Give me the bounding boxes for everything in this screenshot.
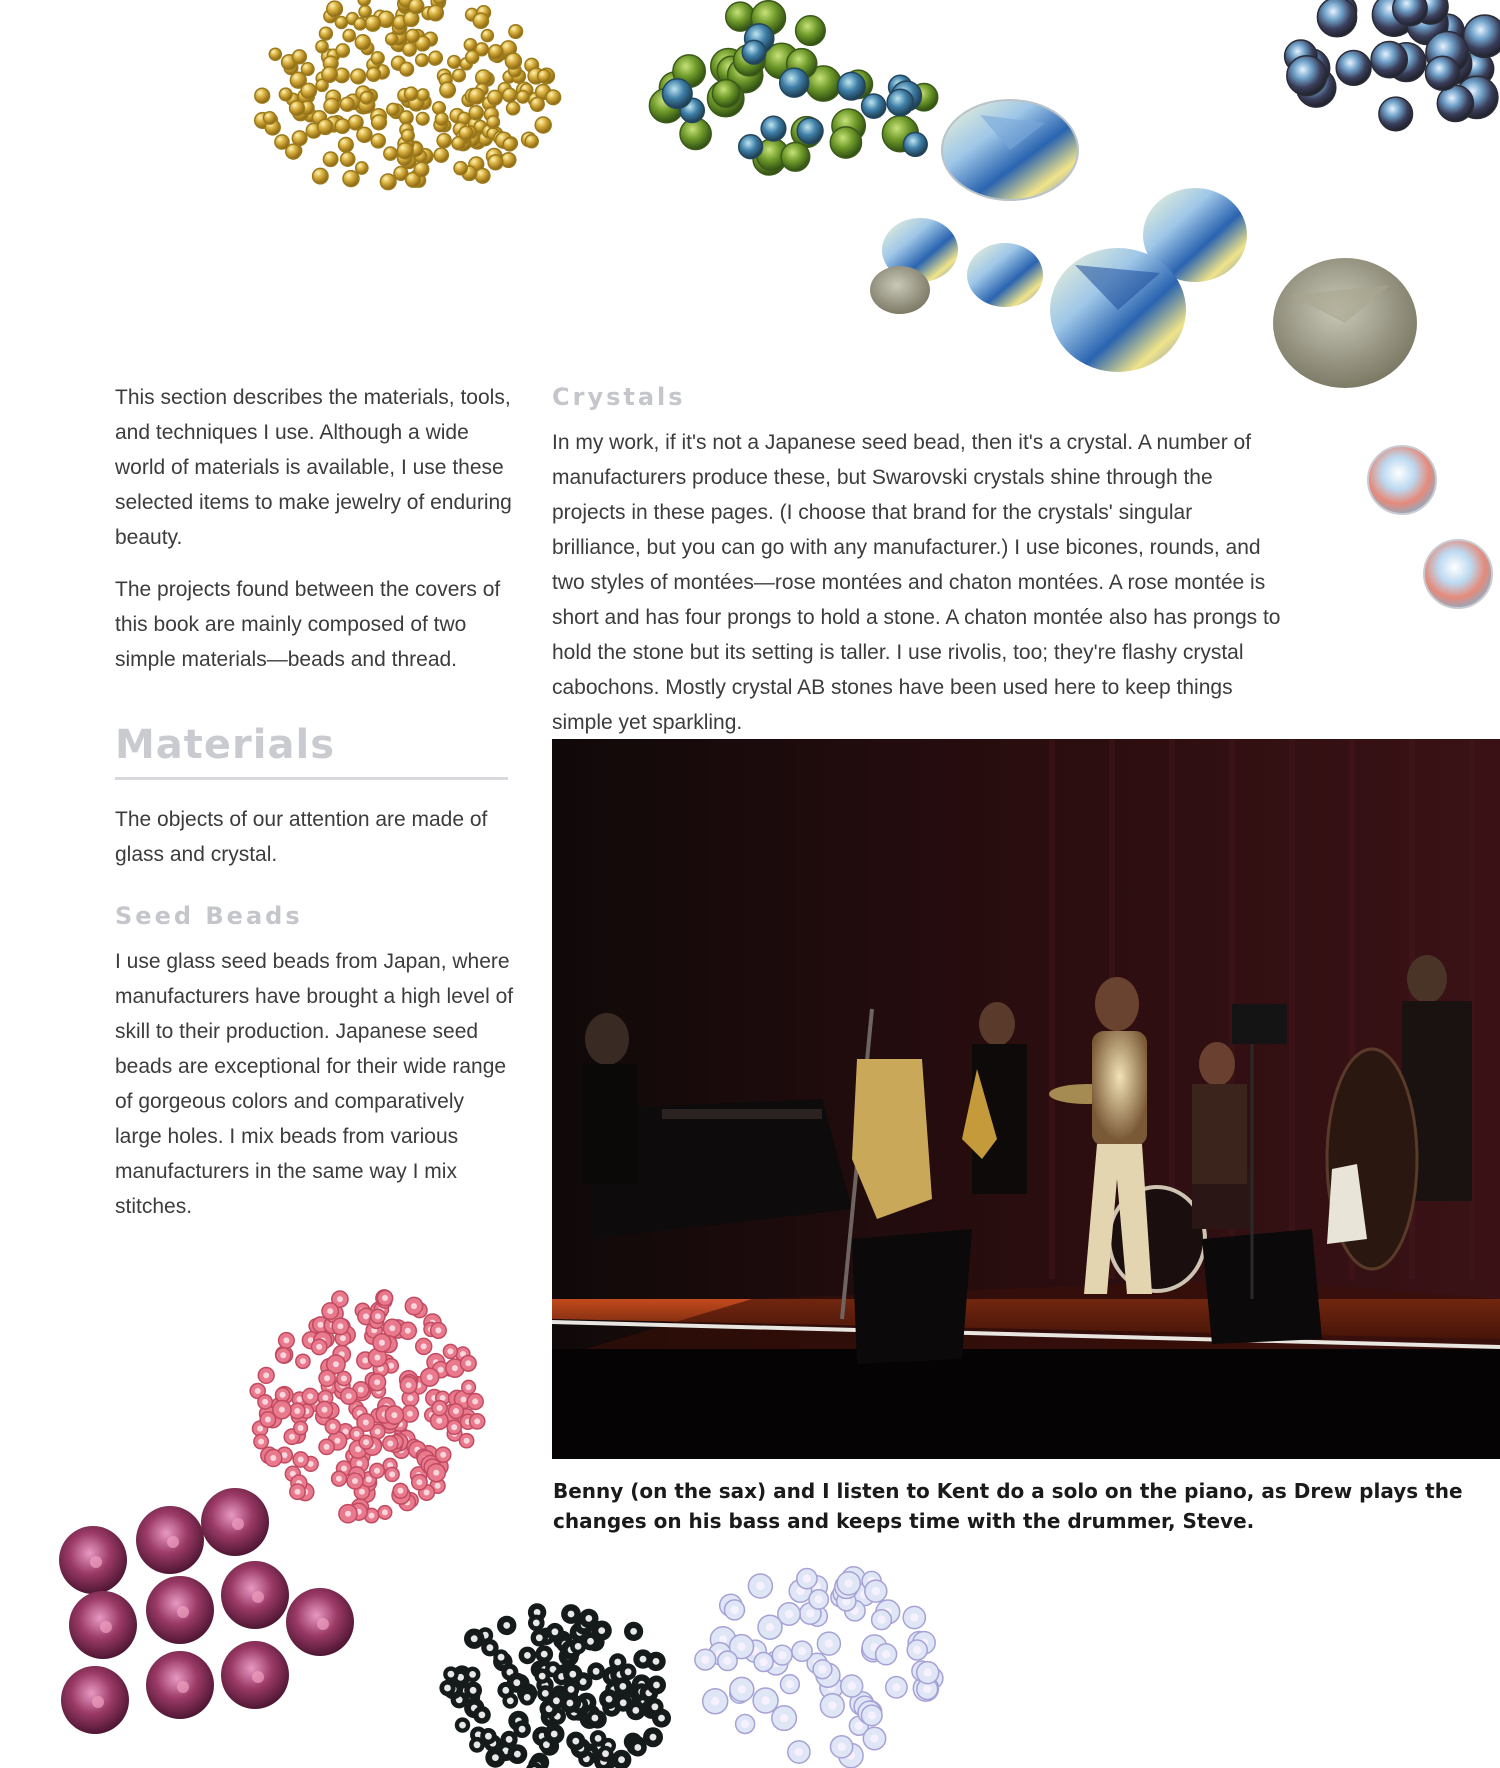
gold-seed-beads bbox=[240, 0, 570, 215]
amethyst-rondelles bbox=[55, 1500, 365, 1768]
materials-heading-rule bbox=[115, 777, 508, 780]
intro-section bbox=[115, 380, 515, 677]
photo-caption: Benny (on the sax) and I listen to Kent do a solo on the piano, as Drew plays the changes on his bass and keeps time with the drummer, Steve. bbox=[553, 1479, 1463, 1533]
crystals-text: In my work, if it's not a Japanese seed bead, then it's a crystal. A number of manufacturers produce these, but Swarovski crystals shine through the projects in these pages. (I choose that brand for the crystals' singular brilliance, but you can go with any manufacturer.) I use bicones, rounds, and two styles of montées—rose montées and chaton montées. A rose montée is short and has four prongs to hold a stone. A chaton montée also has prongs to hold the stone but its setting is taller. I use rivolis, too; they're flashy crystal cabochons. Mostly crystal AB stones have been used here to keep things simple yet sparkling. bbox=[552, 431, 1281, 734]
seed-beads-text: I use glass seed beads from Japan, where manufacturers have brought a high level of skill to their production. Japanese seed beads are exceptional for their wide range of gorgeous colors and comparatively large holes. I mix beads from various manufacturers in the same way I mix stitches. bbox=[115, 950, 514, 1218]
materials-intro: The objects of our attention are made of glass and crystal. bbox=[115, 808, 488, 866]
materials-heading: Materials bbox=[115, 722, 335, 768]
pink-seed-beads bbox=[245, 1285, 490, 1530]
materials-section bbox=[115, 722, 510, 872]
seed-beads-section bbox=[115, 902, 515, 1224]
crystals-section bbox=[552, 383, 1282, 740]
intro-paragraph-1: This section describes the materials, tools, and techniques I use. Although a wide world of materials is available, I use these selected items to make jewelry of enduring beauty. bbox=[115, 386, 512, 549]
crystals-heading: Crystals bbox=[552, 383, 686, 411]
black-seed-beads bbox=[435, 1590, 685, 1768]
clear-ab-bicones bbox=[695, 1555, 945, 1768]
intro-paragraph-2: The projects found between the covers of this book are mainly composed of two simple materials—beads and thread. bbox=[115, 578, 501, 671]
concert-photo-image bbox=[552, 739, 1500, 1459]
concert-photo bbox=[552, 739, 1500, 1459]
seed-beads-heading: Seed Beads bbox=[115, 902, 303, 930]
photo-caption-block bbox=[553, 1476, 1463, 1536]
ab-rivoli-crystals bbox=[870, 95, 1430, 395]
rose-montee-crystals bbox=[1360, 440, 1500, 620]
